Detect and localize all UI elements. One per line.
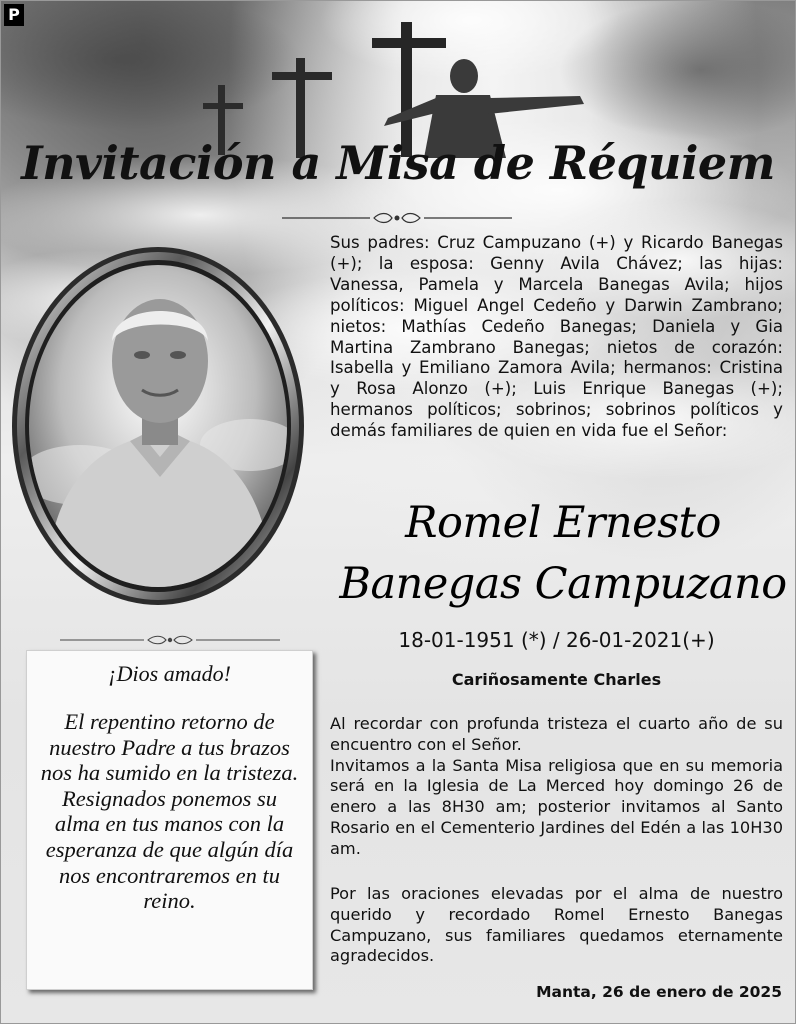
remembrance-sentence: Al recordar con profunda tristeza el cuarto año de su encuentro con el Señor. — [330, 714, 783, 754]
place-and-date: Manta, 26 de enero de 2025 — [536, 983, 782, 1001]
prayer-text: El repentino retorno de nuestro Padre a tus brazos nos ha sumido en la tristeza. Resignados ponemos su alma en tus manos con la esperanza de que algún día nos encontraremos en tu reino. — [40, 709, 299, 914]
page-title: Invitación a Misa de Réquiem — [21, 136, 775, 190]
mass-invitation-text: Invitamos a la Santa Misa religiosa que en su memoria será en la Iglesia de La Merced hoy domingo 26 de enero a las 8H30 am; posterior invitamos al Santo Rosario en el Cementerio Jardines del Edén a las 10H30 am. — [330, 755, 783, 858]
prayer-heading: ¡Dios amado! — [108, 661, 231, 686]
ornament-divider-icon — [60, 634, 280, 646]
ornament-divider-icon — [282, 211, 512, 225]
nickname-line: Cariñosamente Charles — [451, 670, 662, 689]
life-dates: 18-01-1951 (*) / 26-01-2021(+) — [398, 628, 715, 652]
deceased-name-first: Romel Ernesto — [405, 498, 721, 548]
gratitude-paragraph: Por las oraciones elevadas por el alma de nuestro querido y recordado Romel Ernesto Banegas Campuzano, sus familiares quedamos eternamente agradecidos. — [330, 884, 783, 966]
publication-badge: P — [4, 4, 24, 26]
family-members-text: Sus padres: Cruz Campuzano (+) y Ricardo Banegas (+); la esposa: Genny Avila Chávez; las hijas: Vanessa, Pamela y Marcela Banegas Avila; hijos políticos: Miguel Angel Cedeño y Darwin Zambrano; nietos: Mathías Cedeño Banegas; Daniela y Gia Martina Zambrano Banegas; nietos de corazón: Isabella y Emiliano Zamora Avila; hermanos: Cristina y Rosa Alonzo (+); Luis Enrique Banegas (+); hermanos políticos; sobrinos; sobrinos políticos y demás familiares de quien en vida fue el Señor: — [330, 233, 783, 441]
prayer-box — [26, 650, 313, 990]
announcement-paragraph — [330, 714, 783, 860]
portrait-photo — [10, 245, 306, 607]
deceased-name-last: Banegas Campuzano — [339, 559, 787, 609]
